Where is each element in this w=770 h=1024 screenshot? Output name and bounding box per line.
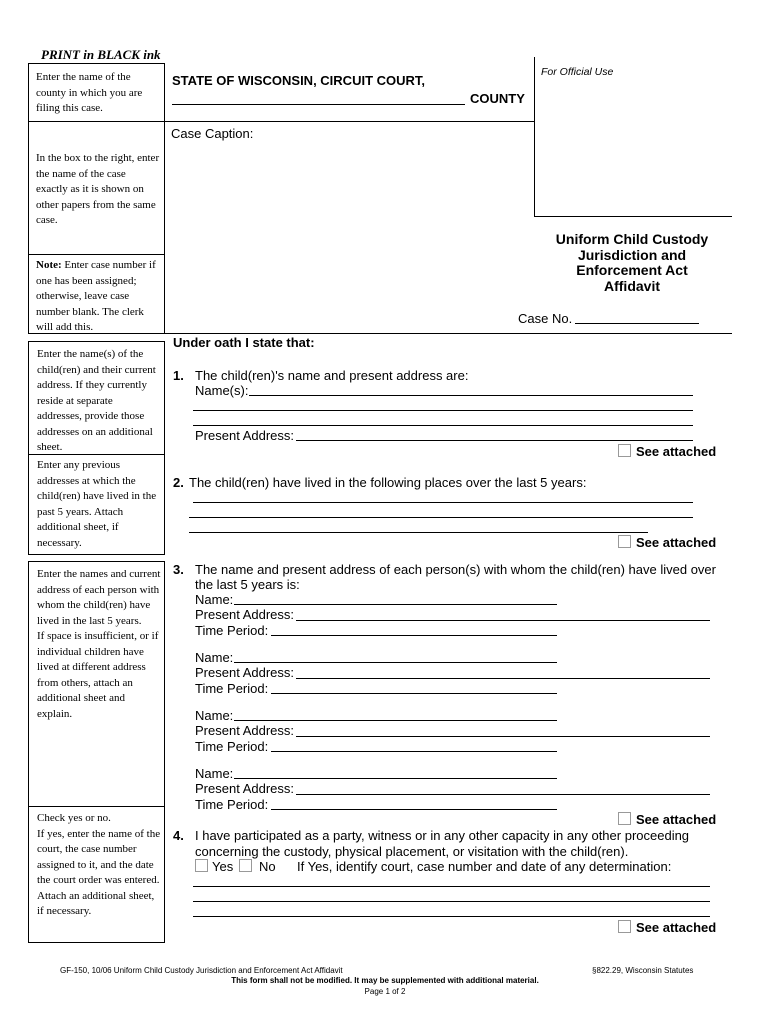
yes-checkbox[interactable] [195,859,208,872]
item1-text: The child(ren)'s name and present address are: [195,368,469,383]
oath-statement: Under oath I state that: [173,335,315,350]
person1-name-field[interactable] [234,604,557,605]
persons-instructions-box [28,561,165,807]
person1-time-period-field[interactable] [271,635,557,636]
item4-if-yes-text: If Yes, identify court, case number and date of any determination: [297,859,672,874]
item1-see-attached-checkbox[interactable] [618,444,631,457]
person-time-period-label: Time Period: [195,797,269,812]
item4-number: 4. [173,828,184,843]
previous-places-line-1[interactable] [193,502,693,503]
item3-text-line2: the last 5 years is: [195,577,300,592]
header-divider [165,121,535,122]
person2-time-period-field[interactable] [271,693,557,694]
county-instructions-box [28,63,165,122]
form-title-line: Uniform Child Custody [555,231,709,247]
person3-name-field[interactable] [234,720,557,721]
form-title-line: Enforcement Act [576,262,688,278]
footer-form-id: GF-150, 10/06 Uniform Child Custody Jurisdiction and Enforcement Act Affidavit [60,966,343,975]
person2-name-field[interactable] [234,662,557,663]
case-caption-label: Case Caption: [171,126,254,141]
item3-text-line1: The name and present address of each person(s) with whom the child(ren) have lived over [195,562,716,577]
item4-see-attached-label: See attached [636,920,717,935]
county-label: COUNTY [470,91,525,106]
form-title [532,232,732,294]
case-no-field[interactable] [575,323,699,324]
item4-text-line2: concerning the custody, physical placement, or visitation with the child(ren). [195,844,629,859]
footer-page: Page 1 of 2 [364,987,406,996]
person-name-label: Name: [195,766,234,781]
previous-addresses-instructions: Enter any previous addresses at which the child(ren) have lived in the past 5 years. Attach additional sheet, if necessary. [37,459,157,549]
person4-time-period-field[interactable] [271,809,557,810]
children-names-line-3[interactable] [193,425,693,426]
item1-number: 1. [173,368,184,383]
case-caption-field[interactable] [170,145,530,325]
person-name-label: Name: [195,592,234,607]
determination-line-2[interactable] [193,901,710,902]
sidebar-divider [29,454,164,455]
form-title-line: Affidavit [604,277,660,294]
determination-line-3[interactable] [193,916,710,917]
person1-address-field[interactable] [296,620,710,621]
person-time-period-label: Time Period: [195,681,269,696]
footer-notice: This form shall not be modified. It may be supplemented with additional material. [231,976,539,985]
note-text-block [36,258,160,336]
print-note: PRINT in BLACK ink [41,47,161,62]
court-title: STATE OF WISCONSIN, CIRCUIT COURT, [172,73,426,88]
participation-instructions: Check yes or no. If yes, enter the name of the court, the case number assigned to it, and the date the court order was entered. Attach an additional sheet, if necessary. [37,812,161,917]
official-use-left-border [534,57,535,217]
person3-time-period-field[interactable] [271,751,557,752]
note-box [28,254,165,334]
official-use-label: For Official Use [541,66,614,78]
person-name-label: Name: [195,708,234,723]
footer-statute: §822.29, Wisconsin Statutes [592,966,694,975]
case-no-label: Case No. [518,311,573,326]
no-checkbox[interactable] [239,859,252,872]
item2-text: The child(ren) have lived in the following places over the last 5 years: [189,475,587,490]
item4-see-attached-checkbox[interactable] [618,920,631,933]
names-label: Name(s): [195,383,249,398]
person4-name-field[interactable] [234,778,557,779]
present-address-label: Present Address: [195,428,294,443]
item3-number: 3. [173,562,184,577]
note-text: Enter case number if one has been assigned; otherwise, leave case number blank. The clerk will add this. [36,259,156,333]
item4-text-line1: I have participated as a party, witness or in any other capacity in any other proceeding [195,828,690,843]
caption-bottom-border [165,333,732,334]
person2-address-field[interactable] [296,678,710,679]
person4-address-field[interactable] [296,794,710,795]
caption-instructions-box [28,121,165,255]
form-title-line: Jurisdiction and [577,246,687,263]
determination-line-1[interactable] [193,886,710,887]
person-time-period-label: Time Period: [195,739,269,754]
note-label: Note: [36,259,62,271]
children-instructions: Enter the name(s) of the child(ren) and their current address. If they currently reside at separate addresses, provide those addresses on an additional sheet. [37,348,156,453]
person3-address-field[interactable] [296,736,710,737]
previous-places-line-3[interactable] [189,532,648,533]
person-time-period-label: Time Period: [195,623,269,638]
official-use-area[interactable] [538,82,728,212]
item2-see-attached-label: See attached [636,535,717,550]
person-address-label: Present Address: [195,723,294,738]
person-address-label: Present Address: [195,665,294,680]
children-instructions-box [28,341,165,555]
caption-instructions: In the box to the right, enter the name of the case exactly as it is shown on other papers from the same case. [36,152,160,226]
person-address-label: Present Address: [195,781,294,796]
item3-see-attached-label: See attached [636,812,717,827]
children-address-field[interactable] [296,440,693,441]
persons-instructions: Enter the names and current address of each person with whom the child(ren) have lived in the last 5 years. If space is insufficient, or if individual children have lived at different address from others, attach an additional sheet and explain. [37,568,161,720]
county-name-field[interactable] [172,104,465,105]
official-use-bottom-border [534,216,732,217]
no-label: No [259,859,276,874]
county-instructions: Enter the name of the county in which you are filing this case. [36,71,143,114]
participation-instructions-box [28,806,165,943]
item3-see-attached-checkbox[interactable] [618,812,631,825]
children-names-field[interactable] [249,395,693,396]
item2-number: 2. [173,475,184,490]
item1-see-attached-label: See attached [636,444,717,459]
children-names-line-2[interactable] [193,410,693,411]
person-name-label: Name: [195,650,234,665]
yes-label: Yes [212,859,234,874]
item2-see-attached-checkbox[interactable] [618,535,631,548]
person-address-label: Present Address: [195,607,294,622]
previous-places-line-2[interactable] [189,517,693,518]
